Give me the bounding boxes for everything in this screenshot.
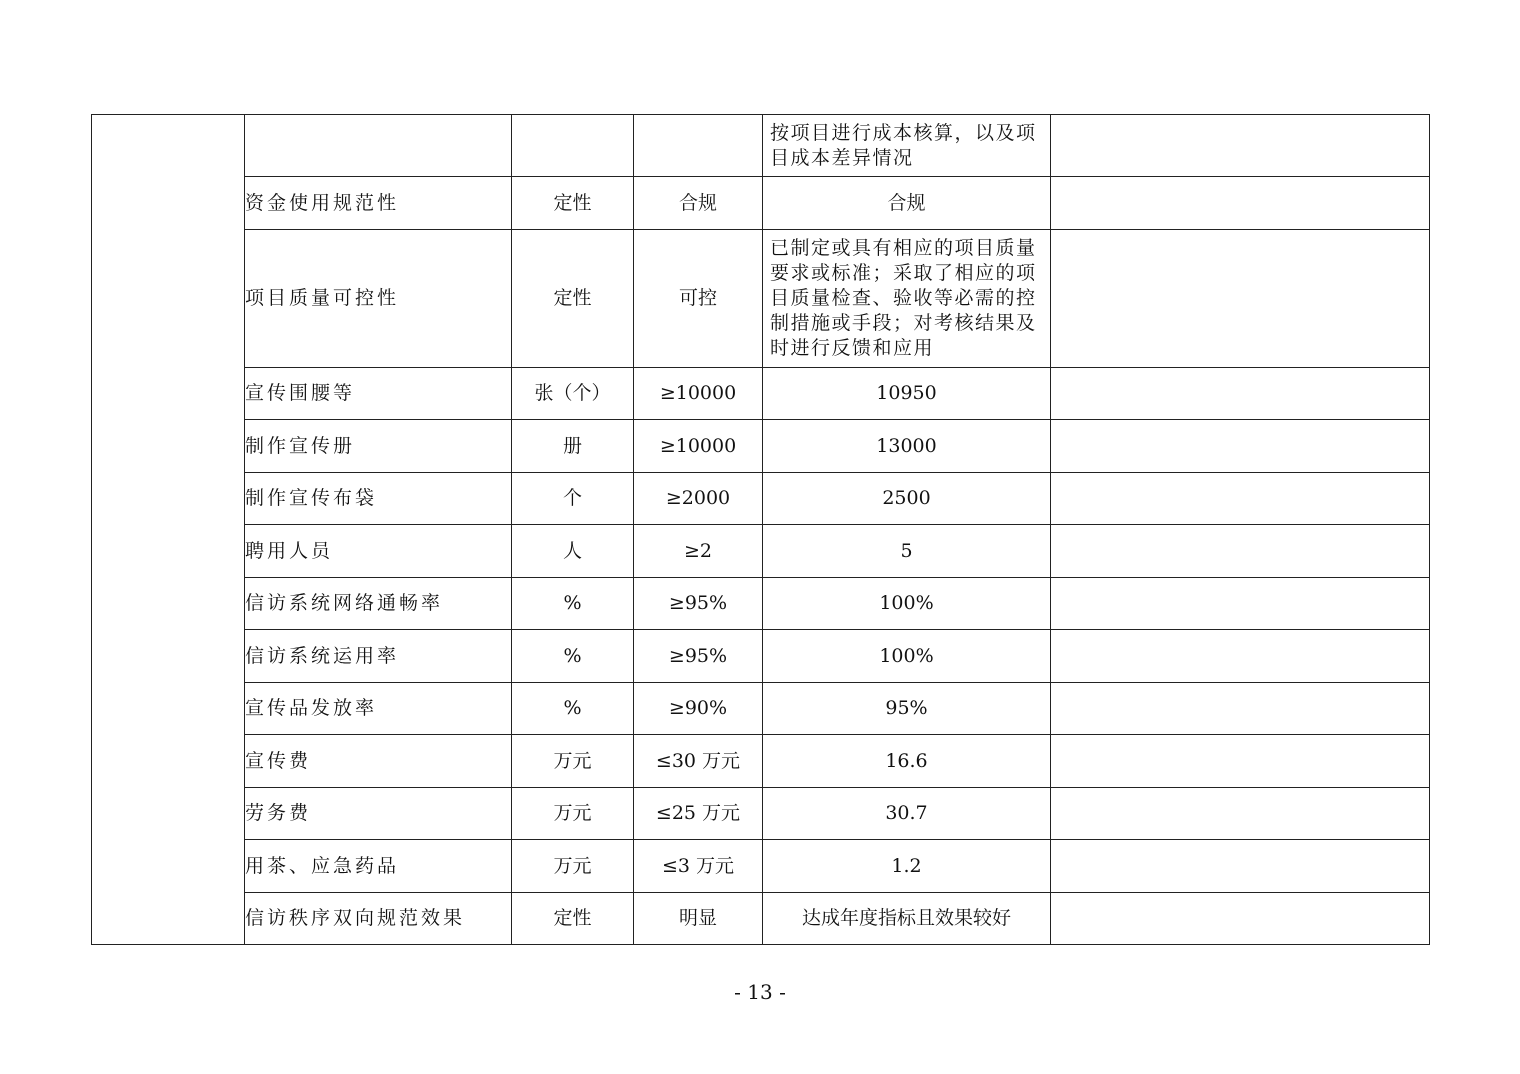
indicator-cell: 宣传品发放率 [245, 683, 512, 735]
target-cell: 可控 [634, 230, 763, 368]
target-cell: ≥2 [634, 525, 763, 578]
note-cell [1051, 115, 1430, 177]
indicator-cell: 宣传围腰等 [245, 368, 512, 420]
actual-cell: 100% [763, 630, 1051, 683]
unit-cell [512, 115, 634, 177]
indicator-cell: 聘用人员 [245, 525, 512, 578]
note-cell [1051, 420, 1430, 473]
actual-cell: 1.2 [763, 840, 1051, 893]
note-cell [1051, 893, 1430, 945]
actual-cell: 13000 [763, 420, 1051, 473]
category-cell [92, 115, 245, 945]
unit-cell: 万元 [512, 840, 634, 893]
indicator-cell [245, 115, 512, 177]
indicator-cell: 制作宣传册 [245, 420, 512, 473]
unit-cell: 万元 [512, 788, 634, 840]
unit-cell: 定性 [512, 177, 634, 230]
note-cell [1051, 230, 1430, 368]
table-row [92, 420, 1430, 473]
actual-cell: 10950 [763, 368, 1051, 420]
table-row [92, 893, 1430, 945]
table-row [92, 840, 1430, 893]
note-cell [1051, 578, 1430, 630]
indicator-cell: 用茶、应急药品 [245, 840, 512, 893]
target-cell: ≥95% [634, 578, 763, 630]
unit-cell: % [512, 683, 634, 735]
indicator-cell: 信访系统网络通畅率 [245, 578, 512, 630]
target-cell: ≤3 万元 [634, 840, 763, 893]
target-cell: ≤25 万元 [634, 788, 763, 840]
target-cell: ≥95% [634, 630, 763, 683]
target-cell: 合规 [634, 177, 763, 230]
unit-cell: 人 [512, 525, 634, 578]
actual-cell: 2500 [763, 473, 1051, 525]
table-row [92, 368, 1430, 420]
note-cell [1051, 840, 1430, 893]
indicator-cell: 制作宣传布袋 [245, 473, 512, 525]
table-row [92, 578, 1430, 630]
target-cell: ≥90% [634, 683, 763, 735]
unit-cell: 定性 [512, 893, 634, 945]
unit-cell: 万元 [512, 735, 634, 788]
note-cell [1051, 630, 1430, 683]
target-cell [634, 115, 763, 177]
note-cell [1051, 683, 1430, 735]
target-cell: ≥10000 [634, 368, 763, 420]
table-row [92, 230, 1430, 368]
table-row [92, 683, 1430, 735]
note-cell [1051, 177, 1430, 230]
actual-cell: 30.7 [763, 788, 1051, 840]
indicator-cell: 信访秩序双向规范效果 [245, 893, 512, 945]
actual-cell: 已制定或具有相应的项目质量要求或标准；采取了相应的项目质量检查、验收等必需的控制措施或手段；对考核结果及时进行反馈和应用 [763, 230, 1051, 368]
actual-cell: 按项目进行成本核算，以及项目成本差异情况 [763, 115, 1051, 177]
actual-cell: 16.6 [763, 735, 1051, 788]
target-cell: ≤30 万元 [634, 735, 763, 788]
unit-cell: 张（个） [512, 368, 634, 420]
actual-cell: 100% [763, 578, 1051, 630]
table-row [92, 115, 1430, 177]
table-row [92, 735, 1430, 788]
indicator-cell: 劳务费 [245, 788, 512, 840]
actual-cell: 达成年度指标且效果较好 [763, 893, 1051, 945]
unit-cell: % [512, 578, 634, 630]
unit-cell: 定性 [512, 230, 634, 368]
table-row [92, 473, 1430, 525]
target-cell: 明显 [634, 893, 763, 945]
actual-cell: 合规 [763, 177, 1051, 230]
note-cell [1051, 788, 1430, 840]
table-row [92, 630, 1430, 683]
note-cell [1051, 525, 1430, 578]
actual-cell: 95% [763, 683, 1051, 735]
table-body [92, 115, 1430, 945]
target-cell: ≥2000 [634, 473, 763, 525]
indicator-cell: 资金使用规范性 [245, 177, 512, 230]
unit-cell: % [512, 630, 634, 683]
table-row [92, 525, 1430, 578]
table-row [92, 177, 1430, 230]
performance-table [91, 114, 1430, 945]
note-cell [1051, 735, 1430, 788]
unit-cell: 个 [512, 473, 634, 525]
unit-cell: 册 [512, 420, 634, 473]
indicator-cell: 信访系统运用率 [245, 630, 512, 683]
indicator-cell: 宣传费 [245, 735, 512, 788]
target-cell: ≥10000 [634, 420, 763, 473]
indicator-cell: 项目质量可控性 [245, 230, 512, 368]
table-row [92, 788, 1430, 840]
note-cell [1051, 368, 1430, 420]
actual-cell: 5 [763, 525, 1051, 578]
note-cell [1051, 473, 1430, 525]
page-number: - 13 - [734, 980, 786, 1004]
